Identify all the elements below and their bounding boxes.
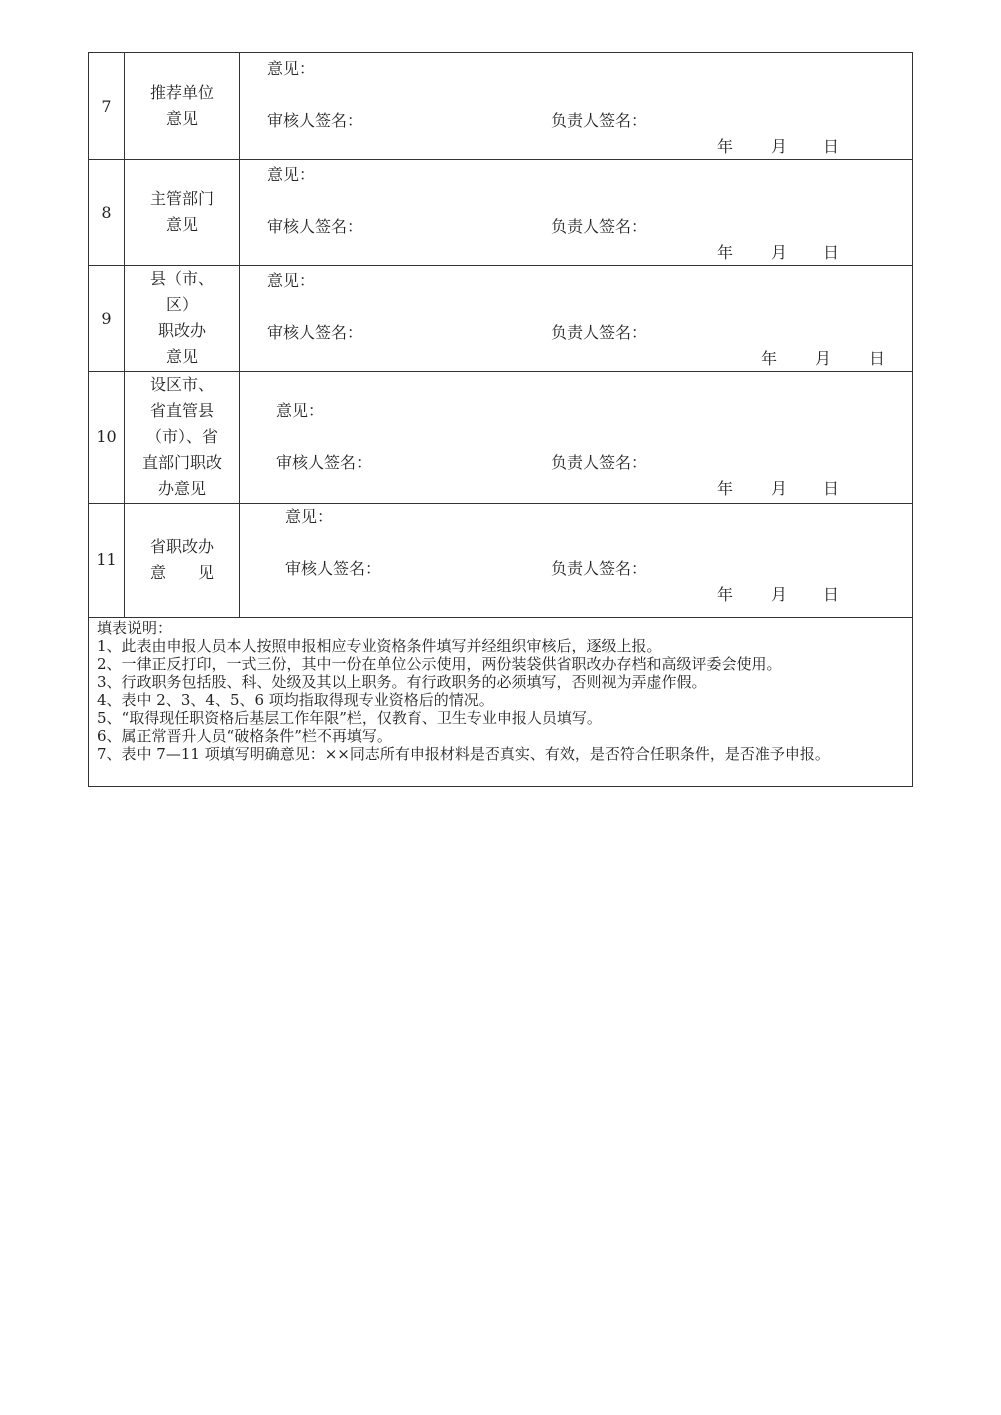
unit-line: 区） bbox=[165, 295, 198, 314]
instruction-item: 1、此表由申报人员本人按照申报相应专业资格条件填写并经组织审核后，逐级上报。 bbox=[97, 637, 662, 655]
unit-line: 办意见 bbox=[157, 479, 206, 498]
opinion-label: 意见： bbox=[267, 165, 316, 184]
approval-form-table bbox=[88, 52, 913, 787]
unit-line: （市）、省 bbox=[145, 427, 218, 446]
unit-line: 直部门职改 bbox=[141, 453, 222, 472]
date-day: 日 bbox=[823, 243, 840, 262]
instruction-item: 4、表中 2、3、4、5、6 项均指取得现专业资格后的情况。 bbox=[97, 691, 494, 709]
date-year: 年 bbox=[717, 585, 734, 604]
row-divider bbox=[89, 617, 912, 618]
instruction-item: 6、属正常晋升人员“破格条件”栏不再填写。 bbox=[97, 727, 392, 745]
row-number: 10 bbox=[96, 427, 117, 446]
unit-line: 县（市、 bbox=[149, 269, 214, 288]
date-month: 月 bbox=[771, 243, 788, 262]
date-day: 日 bbox=[823, 585, 840, 604]
row-unit-label bbox=[125, 80, 239, 132]
instruction-item: 5、“取得现任职资格后基层工作年限”栏，仅教育、卫生专业申报人员填写。 bbox=[97, 709, 602, 727]
reviewer-signature-label: 审核人签名： bbox=[267, 111, 364, 130]
date-year: 年 bbox=[717, 137, 734, 156]
opinion-label: 意见： bbox=[267, 59, 316, 78]
leader-signature-label: 负责人签名： bbox=[551, 453, 648, 472]
opinion-label: 意见： bbox=[267, 271, 316, 290]
reviewer-signature-label: 审核人签名： bbox=[267, 323, 364, 342]
row-number: 9 bbox=[101, 309, 112, 328]
date-year: 年 bbox=[717, 243, 734, 262]
leader-signature-label: 负责人签名： bbox=[551, 323, 648, 342]
row-number: 11 bbox=[96, 550, 117, 569]
instruction-item: 3、行政职务包括股、科、处级及其以上职务。有行政职务的必须填写，否则视为弄虚作假。 bbox=[97, 673, 707, 691]
date-day: 日 bbox=[869, 349, 886, 368]
unit-line: 职改办 bbox=[157, 321, 206, 340]
row-number: 8 bbox=[101, 203, 112, 222]
unit-line: 主管部门 bbox=[149, 189, 214, 208]
unit-line: 设区市、 bbox=[149, 375, 214, 394]
row-unit-label bbox=[125, 372, 239, 502]
unit-line: 省职改办 bbox=[149, 537, 214, 556]
instructions-title: 填表说明： bbox=[97, 619, 173, 637]
instruction-item: 7、表中 7—11 项填写明确意见：××同志所有申报材料是否真实、有效，是否符合任职条件，是否准予申报。 bbox=[97, 745, 830, 763]
row-divider bbox=[89, 503, 912, 504]
date-day: 日 bbox=[823, 479, 840, 498]
date-month: 月 bbox=[771, 137, 788, 156]
unit-line: 推荐单位 bbox=[149, 83, 214, 102]
column-divider-2 bbox=[239, 53, 240, 617]
opinion-label: 意见： bbox=[276, 401, 325, 420]
row-unit-label bbox=[125, 534, 239, 586]
date-year: 年 bbox=[761, 349, 778, 368]
opinion-label: 意见： bbox=[285, 507, 334, 526]
unit-line: 意见 bbox=[165, 215, 198, 234]
row-divider bbox=[89, 159, 912, 160]
reviewer-signature-label: 审核人签名： bbox=[276, 453, 373, 472]
date-month: 月 bbox=[771, 479, 788, 498]
date-day: 日 bbox=[823, 137, 840, 156]
instruction-item: 2、一律正反打印，一式三份，其中一份在单位公示使用，两份装袋供省职改办存档和高级评委会使用。 bbox=[97, 655, 782, 673]
form-instructions bbox=[97, 619, 907, 763]
unit-line: 意见 bbox=[165, 347, 198, 366]
row-number: 7 bbox=[101, 97, 112, 116]
date-year: 年 bbox=[717, 479, 734, 498]
leader-signature-label: 负责人签名： bbox=[551, 111, 648, 130]
leader-signature-label: 负责人签名： bbox=[551, 217, 648, 236]
reviewer-signature-label: 审核人签名： bbox=[267, 217, 364, 236]
leader-signature-label: 负责人签名： bbox=[551, 559, 648, 578]
row-unit-label bbox=[125, 266, 239, 370]
unit-line: 意见 bbox=[165, 109, 198, 128]
date-month: 月 bbox=[815, 349, 832, 368]
unit-line: 省直管县 bbox=[149, 401, 214, 420]
reviewer-signature-label: 审核人签名： bbox=[285, 559, 382, 578]
date-month: 月 bbox=[771, 585, 788, 604]
row-unit-label bbox=[125, 186, 239, 238]
unit-line: 意 见 bbox=[149, 563, 214, 582]
